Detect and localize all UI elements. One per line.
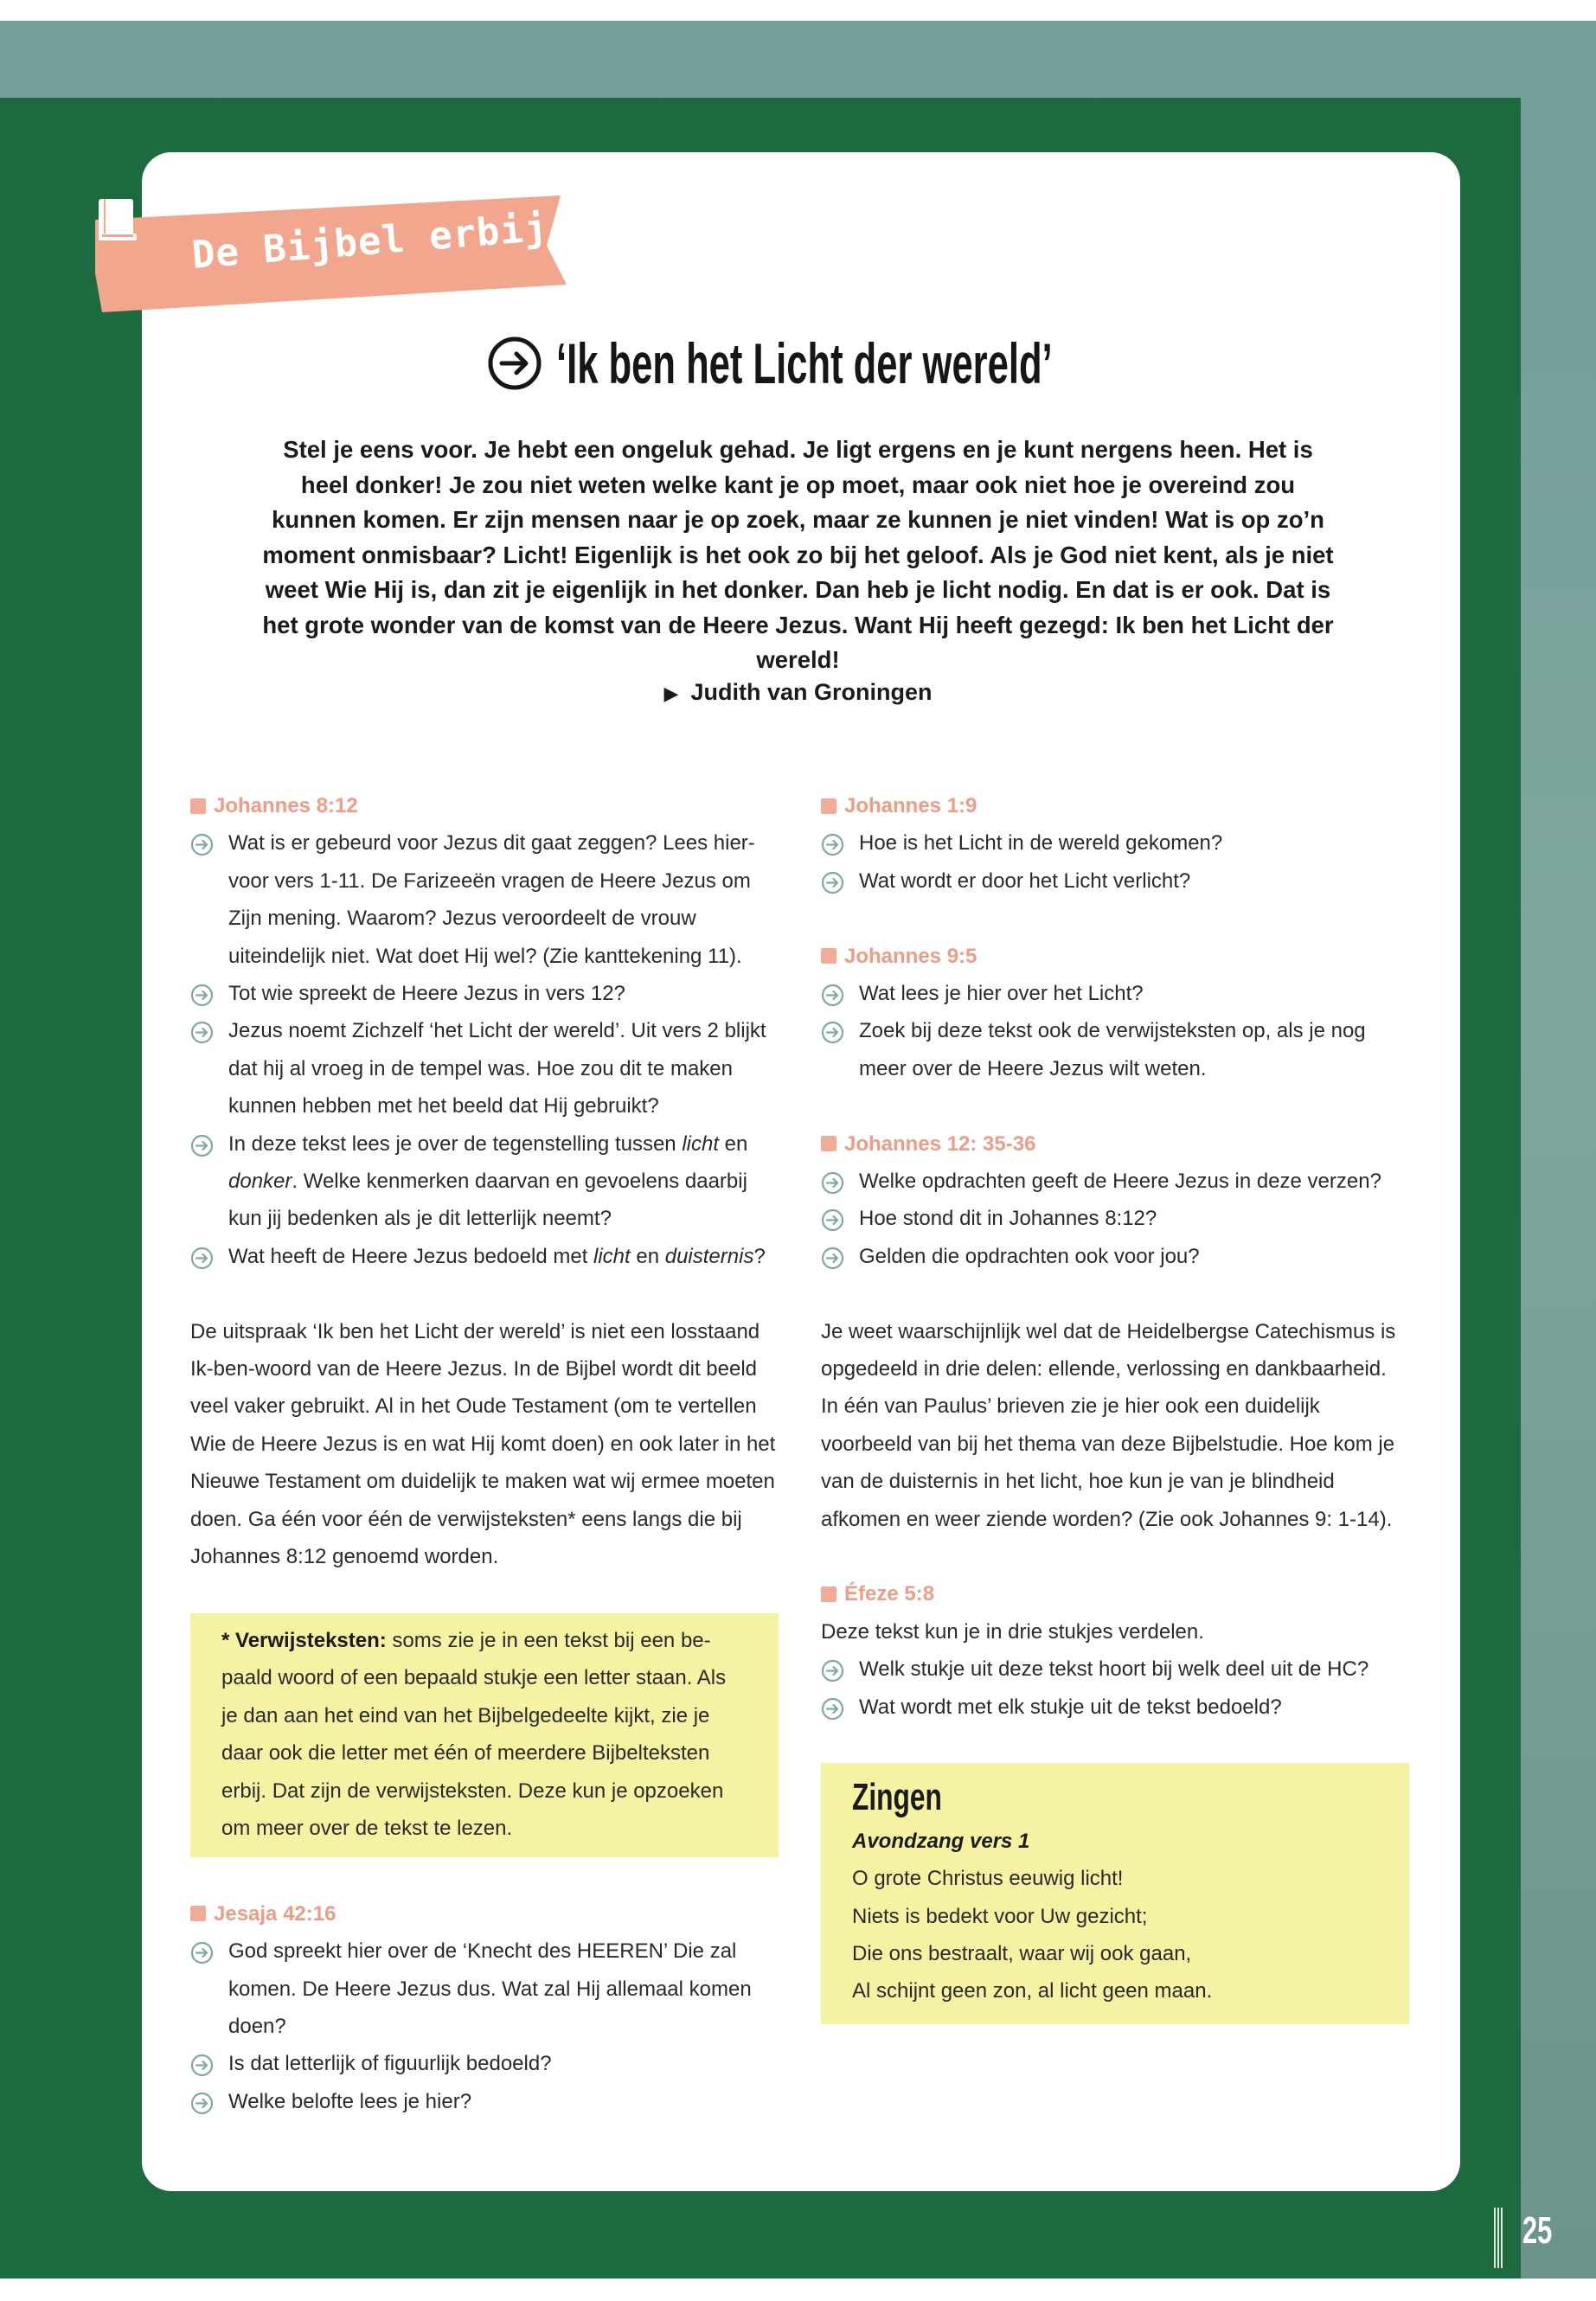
section-heading [821, 1575, 1409, 1612]
question-list [821, 975, 1409, 1087]
section-intro: Deze tekst kun je in drie stukjes verdelen. [821, 1619, 1204, 1644]
arrow-circle-icon [487, 336, 542, 391]
arrow-circle-icon [821, 1247, 844, 1270]
list-item [821, 1689, 1409, 1726]
question-text: ? [753, 1244, 766, 1268]
arrow-circle-icon [821, 833, 844, 856]
bookmark-icon [190, 1906, 206, 1921]
left-column [190, 787, 779, 2120]
question-emphasis: licht [593, 1244, 631, 1268]
question-text: Hoe stond dit in Johannes 8:12? [859, 1207, 1157, 1231]
bookmark-icon [821, 798, 836, 814]
question-list [190, 824, 779, 1275]
zingen-box [821, 1763, 1409, 2023]
section-banner [95, 195, 567, 312]
question-text: Zoek bij deze tekst ook de verwijsteksten op, als je nog meer over de Heere Jezus wilt weten. [859, 1019, 1366, 1080]
bookmark-icon [821, 1136, 836, 1151]
question-text: In deze tekst lees je over de tegenstelling tussen [228, 1131, 683, 1156]
list-item [821, 1163, 1409, 1200]
arrow-circle-icon [190, 2054, 214, 2077]
question-text: God spreekt hier over de ‘Knecht des HEEREN’ Die zal komen. De Heere Jezus dus. Wat zal Hij allemaal komen doen? [228, 1939, 752, 2038]
arrow-circle-icon [821, 1659, 844, 1682]
author-line [0, 679, 1596, 706]
arrow-circle-icon [190, 1021, 214, 1044]
question-text: Welke belofte lees je hier? [228, 2089, 472, 2113]
question-list [821, 1163, 1409, 1275]
bookmark-icon [821, 1586, 836, 1602]
song-line: Niets is bedekt voor Uw gezicht; [852, 1904, 1148, 1928]
list-item [190, 824, 779, 975]
list-item [821, 1012, 1409, 1087]
page-number-bar [1494, 2208, 1503, 2268]
body-paragraph: Je weet waarschijnlijk wel dat de Heidelbergse Catechismus is opgedeeld in drie delen: ellende, verlossing en dankbaarheid. In één van Paulus’ brieven zie je hier ook een duidelijk voorbeeld van bij het thema van deze Bijbelstudie. Hoe kom je van de duisternis in het licht, hoe kun je van je blindheid afkomen en weer ziende worden? (Zie ook Johannes 9: 1-14). [821, 1319, 1396, 1531]
question-list [821, 1650, 1409, 1726]
section-heading-text: Johannes 12: 35-36 [844, 1131, 1036, 1156]
author-name: Judith van Groningen [690, 679, 933, 705]
question-text: . Welke kenmerken daarvan en gevoelens daarbij kun jij bedenken als je dit letterlijk neemt? [228, 1170, 747, 1231]
list-item [190, 1125, 779, 1238]
question-emphasis: licht [682, 1131, 720, 1156]
arrow-circle-icon [821, 871, 844, 894]
play-arrow-icon: ▶ [663, 683, 679, 704]
list-item [821, 862, 1409, 900]
note-text: soms zie je in een tekst bij een be- paald woord of een bepaald stukje een letter staan. Als je dan aan het eind van het Bijbelgedeelte kijkt, zie je daar ook die letter met één of meerdere Bijbelteksten erbij. Dat zijn de verwijsteksten. Deze kun je opzoeken om meer over de tekst te lezen. [221, 1628, 727, 1840]
bookmark-icon [821, 948, 836, 964]
question-text: Wat wordt er door het Licht verlicht? [859, 868, 1191, 893]
question-text: en [630, 1244, 665, 1268]
page-number: 25 [1522, 2209, 1553, 2252]
section-heading-text: Johannes 9:5 [844, 944, 977, 968]
section-heading-text: Johannes 1:9 [844, 794, 977, 817]
question-text: Welk stukje uit deze tekst hoort bij welk deel uit de HC? [859, 1657, 1369, 1682]
arrow-circle-icon [821, 1021, 844, 1044]
arrow-circle-icon [190, 2092, 214, 2115]
arrow-circle-icon [190, 833, 214, 856]
list-item [190, 1012, 779, 1125]
list-item [821, 1238, 1409, 1275]
right-column [821, 787, 1409, 2024]
question-emphasis: duisternis [664, 1244, 754, 1268]
list-item [190, 2083, 779, 2120]
question-list [821, 824, 1409, 900]
arrow-circle-icon [190, 1247, 214, 1270]
intro-text: Stel je eens voor. Je hebt een ongeluk gehad. Je ligt ergens en je kunt nergens heen. Het is heel donker! Je zou niet weten welke kant je op moet, maar ook niet hoe je overeind zou kunnen komen. Er zijn mensen naar je op zoek, maar ze kunnen je niet vinden! Wat is op zo’n moment onmisbaar? Licht! Eigenlijk is het ook zo bij het geloof. Als je God niet kent, als je niet weet Wie Hij is, dan zit je eigenlijk in het donker. Dan heb je licht nodig. En dat is er ook. Dat is het grote wonder van de komst van de Heere Jezus. Want Hij heeft gezegd: Ik ben het Licht der wereld! [262, 436, 1334, 673]
song-line: O grote Christus eeuwig licht! [852, 1867, 1124, 1891]
zingen-subtitle: Avondzang vers 1 [852, 1829, 1030, 1853]
question-text: Wat is er gebeurd voor Jezus dit gaat zeggen? Lees hier- voor vers 1-11. De Farizeeën vragen de Heere Jezus om Zijn mening. Waarom? Jezus veroordeelt de vrouw uiteindelijk niet. Wat doet Hij wel? (Zie kanttekening 11). [228, 831, 755, 968]
arrow-circle-icon [190, 1941, 214, 1965]
section-heading [821, 1125, 1409, 1163]
question-text: Gelden die opdrachten ook voor jou? [859, 1244, 1200, 1268]
song-line: Die ons bestraalt, waar wij ook gaan, [852, 1942, 1192, 1966]
arrow-circle-icon [190, 1134, 214, 1157]
banner-label: De Bijbel erbij [189, 205, 550, 278]
arrow-circle-icon [821, 1208, 844, 1232]
song-line: Al schijnt geen zon, al licht geen maan. [852, 1979, 1213, 2003]
section-heading-text: Éfeze 5:8 [844, 1582, 935, 1606]
question-emphasis: donker [228, 1170, 292, 1194]
list-item [190, 1238, 779, 1275]
arrow-circle-icon [190, 984, 214, 1007]
question-text: en [719, 1131, 748, 1156]
question-text: Welke opdrachten geeft de Heere Jezus in deze verzen? [859, 1169, 1381, 1193]
title-row [0, 320, 1596, 407]
arrow-circle-icon [821, 984, 844, 1007]
list-item [190, 1932, 779, 2045]
section-heading [821, 938, 1409, 975]
list-item [821, 1200, 1409, 1237]
question-text: Wat lees je hier over het Licht? [859, 981, 1144, 1005]
list-item [190, 2045, 779, 2082]
question-text: Hoe is het Licht in de wereld gekomen? [859, 831, 1223, 856]
question-list [190, 1932, 779, 2120]
section-heading [190, 1895, 779, 1932]
arrow-circle-icon [821, 1171, 844, 1195]
list-item [821, 975, 1409, 1012]
question-text: Wat heeft de Heere Jezus bedoeld met [228, 1244, 594, 1268]
question-text: Is dat letterlijk of figuurlijk bedoeld? [228, 2052, 552, 2076]
book-icon [95, 195, 140, 244]
note-label: * Verwijsteksten: [221, 1628, 387, 1652]
section-heading [190, 787, 779, 824]
section-heading [821, 787, 1409, 824]
list-item [190, 975, 779, 1012]
zingen-title: Zingen [852, 1776, 942, 1819]
list-item [821, 1650, 1409, 1688]
note-box [190, 1613, 779, 1857]
page-title: ‘Ik ben het Licht der wereld’ [555, 331, 1053, 395]
question-text: Wat wordt met elk stukje uit de tekst bedoeld? [859, 1695, 1282, 1719]
list-item [821, 824, 1409, 862]
section-heading-text: Johannes 8:12 [214, 794, 358, 817]
section-heading-text: Jesaja 42:16 [214, 1901, 337, 1926]
arrow-circle-icon [821, 1697, 844, 1721]
body-paragraph: De uitspraak ‘Ik ben het Licht der wereld’ is niet een losstaand Ik-ben-woord van de Heere Jezus. In de Bijbel wordt dit beeld veel vaker gebruikt. Al in het Oude Testament (om te vertellen Wie de Heere Jezus is en wat Hij komt doen) en ook later in het Nieuwe Testament om duidelijk te maken wat wij ermee moeten doen. Ga één voor één de verwijsteksten* eens langs die bij Johannes 8:12 genoemd worden. [190, 1319, 776, 1569]
question-text: Tot wie spreekt de Heere Jezus in vers 12? [228, 982, 625, 1006]
bookmark-icon [190, 798, 206, 814]
question-text: Jezus noemt Zichzelf ‘het Licht der wereld’. Uit vers 2 blijkt dat hij al vroeg in de tempel was. Hoe zou dit te maken kunnen hebben met het beeld dat Hij gebruikt? [228, 1019, 766, 1118]
